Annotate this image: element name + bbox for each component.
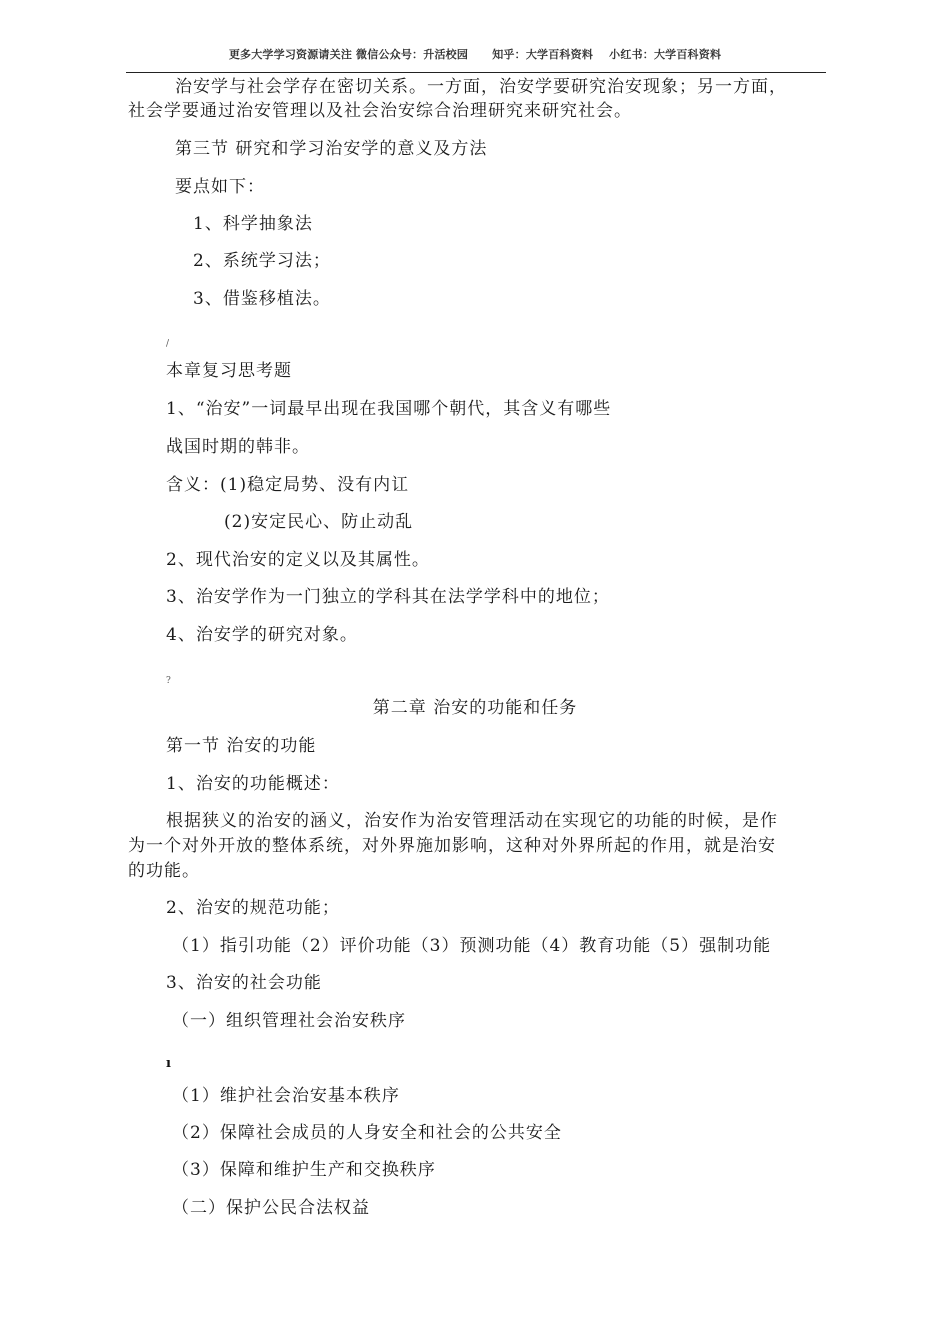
list-item: 2、治安的规范功能； bbox=[166, 898, 340, 918]
page-header: 更多大学学习资源请关注 微信公众号：升活校园 知乎：大学百科资料 小红书：大学百科资料 bbox=[228, 48, 722, 61]
list-item: 1、科学抽象法 bbox=[193, 214, 313, 234]
list-item: （2）保障社会成员的人身安全和社会的公共安全 bbox=[172, 1123, 562, 1143]
paragraph-line: 治安学与社会学存在密切关系。一方面，治安学要研究治安现象；另一方面， bbox=[175, 77, 787, 97]
question: 2、现代治安的定义以及其属性。 bbox=[166, 550, 430, 570]
section-heading: 第一节 治安的功能 bbox=[166, 736, 317, 756]
stray-mark: ? bbox=[166, 676, 171, 686]
list-item: 1、治安的功能概述： bbox=[166, 774, 340, 794]
stray-mark: / bbox=[166, 339, 170, 349]
meaning-item: 含义：(1)稳定局势、没有内讧 bbox=[166, 475, 410, 495]
stray-mark: ı bbox=[166, 1056, 171, 1071]
list-item: 3、借鉴移植法。 bbox=[193, 289, 331, 309]
question: 1、“治安”一词最早出现在我国哪个朝代，其含义有哪些 bbox=[166, 399, 612, 419]
list-item: 2、系统学习法； bbox=[193, 251, 331, 271]
paragraph-line: 为一个对外开放的整体系统，对外界施加影响，这种对外界所起的作用，就是治安 bbox=[128, 836, 776, 856]
subheading: （二）保护公民合法权益 bbox=[172, 1198, 370, 1218]
list-item: （1）维护社会治安基本秩序 bbox=[172, 1086, 400, 1106]
question: 3、治安学作为一门独立的学科其在法学学科中的地位； bbox=[166, 587, 610, 607]
question: 4、治安学的研究对象。 bbox=[166, 625, 358, 645]
review-heading: 本章复习思考题 bbox=[166, 361, 292, 381]
list-item: （3）保障和维护生产和交换秩序 bbox=[172, 1160, 436, 1180]
function-list: （1）指引功能（2）评价功能（3）预测功能（4）教育功能（5）强制功能 bbox=[172, 936, 772, 956]
chapter-heading: 第二章 治安的功能和任务 bbox=[372, 698, 578, 718]
paragraph-line: 社会学要通过治安管理以及社会治安综合治理研究来研究社会。 bbox=[128, 101, 632, 121]
paragraph-line: 的功能。 bbox=[128, 861, 200, 881]
header-rule bbox=[126, 72, 826, 73]
subheading: （一）组织管理社会治安秩序 bbox=[172, 1011, 406, 1031]
list-item: 3、治安的社会功能 bbox=[166, 973, 322, 993]
meaning-item: (2)安定民心、防止动乱 bbox=[224, 512, 414, 532]
answer: 战国时期的韩非。 bbox=[166, 437, 310, 457]
section-heading: 第三节 研究和学习治安学的意义及方法 bbox=[175, 139, 488, 159]
paragraph-line: 根据狭义的治安的涵义，治安作为治安管理活动在实现它的功能的时候，是作 bbox=[166, 811, 778, 831]
key-points-label: 要点如下： bbox=[175, 177, 265, 197]
